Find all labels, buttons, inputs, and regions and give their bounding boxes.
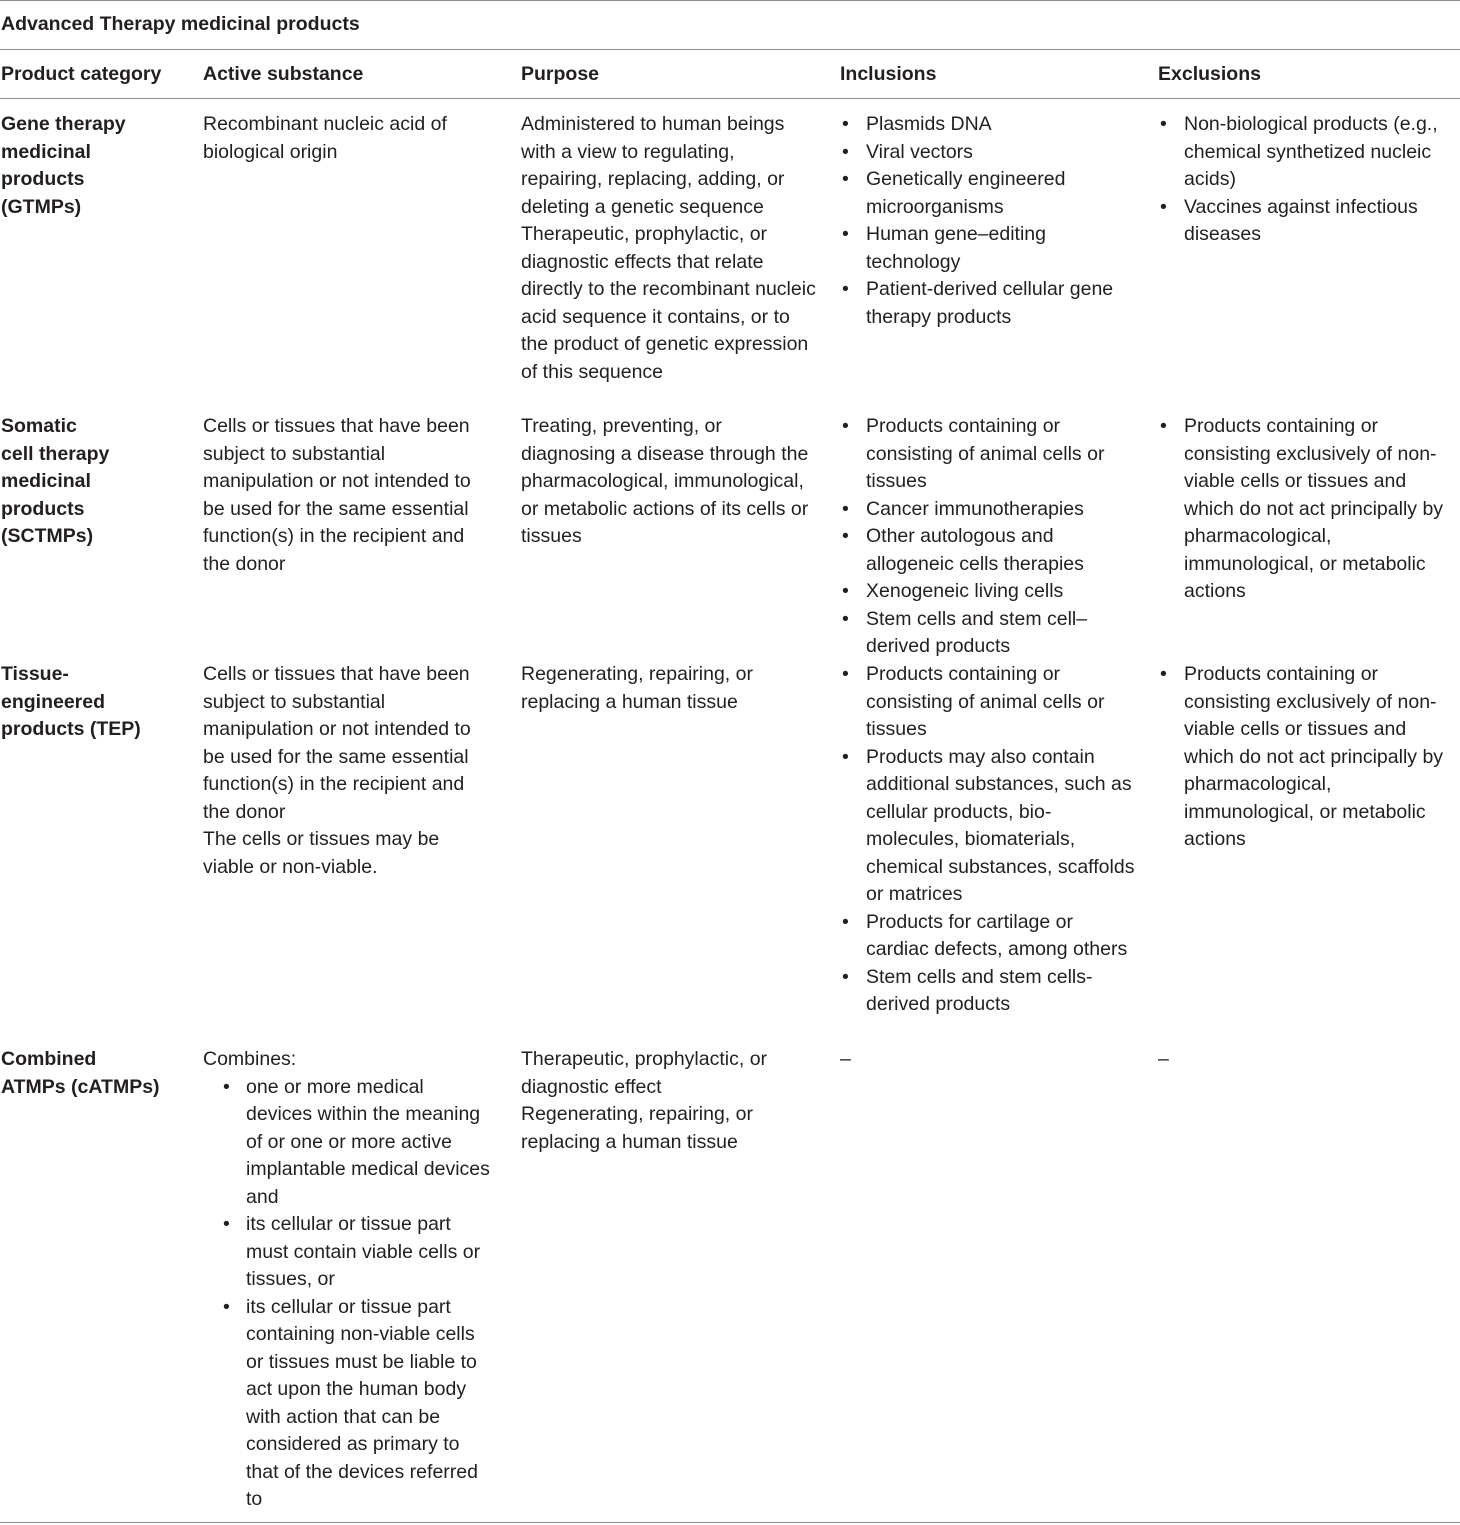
category-line: engineered xyxy=(1,690,106,713)
table-row-gtmp-exclusions xyxy=(1158,111,1454,249)
table-row-sctmp-active-substance xyxy=(203,413,493,578)
table-row-gtmp-purpose xyxy=(521,111,819,386)
inclusion-item: • Stem cells and stem cell–derived products xyxy=(840,606,1140,661)
inclusion-item: • Patient-derived cellular gene therapy products xyxy=(840,276,1140,331)
purpose-text: Therapeutic, prophylactic, or diagnostic effect xyxy=(521,1048,768,1098)
table-row-gtmp-category xyxy=(1,111,191,221)
category-line: products xyxy=(1,168,85,190)
table-row-catmp-inclusions xyxy=(840,1046,1140,1074)
exclusion-item: • Products containing or consisting exclusively of non-viable cells or tissues and which do not act principally by pharmacological, immunological, or metabolic actions xyxy=(1158,661,1456,854)
table-top-rule xyxy=(0,0,1460,1)
table-row-tep-active-substance xyxy=(203,661,493,881)
header-inclusions: Inclusions xyxy=(840,63,937,85)
purpose-text: Regenerating, repairing, or replacing a human tissue xyxy=(521,1103,753,1153)
table-row-catmp-exclusions xyxy=(1158,1046,1456,1074)
table-row-sctmp-purpose xyxy=(521,413,819,551)
active-substance-item: • one or more medical devices within the meaning of or one or more active implantable medical devices and xyxy=(203,1074,493,1212)
table-row-tep-purpose xyxy=(521,661,819,716)
active-substance-text: Combines: xyxy=(203,1048,297,1070)
table-row-gtmp-active-substance xyxy=(203,111,493,166)
table-row-tep-category xyxy=(1,661,191,744)
table-row-tep-exclusions xyxy=(1158,661,1456,854)
table-row-tep-inclusions xyxy=(840,661,1140,1019)
title-rule xyxy=(0,49,1460,50)
exclusion-item: • Non-biological products (e.g., chemical synthetized nucleic acids) xyxy=(1158,111,1454,194)
category-line: ATMPs (cATMPs) xyxy=(1,1075,160,1098)
table-row-sctmp-category xyxy=(1,413,191,551)
table-row-catmp-active-substance xyxy=(203,1046,493,1514)
active-substance-item: • its cellular or tissue part must contain viable cells or tissues, or xyxy=(203,1211,493,1294)
purpose-text: Therapeutic, prophylactic, or diagnostic effects that relate directly to the recombinant nucleic acid sequence it contains, or to the product of genetic expression of this sequence xyxy=(521,223,816,383)
category-line: (GTMPs) xyxy=(1,195,82,218)
inclusion-item: • Stem cells and stem cells-derived products xyxy=(840,964,1140,1019)
inclusion-item: • Human gene–editing technology xyxy=(840,221,1140,276)
header-active-substance: Active substance xyxy=(203,63,364,85)
inclusion-item: • Xenogeneic living cells xyxy=(840,578,1140,606)
active-substance-item: • its cellular or tissue part containing non-viable cells or tissues must be liable to act upon the human body with action that can be considered as primary to that of the devices referred to xyxy=(203,1294,493,1514)
header-purpose: Purpose xyxy=(521,63,600,85)
active-substance-text: Cells or tissues that have been subject to substantial manipulation or not intended to be used for the same essential function(s) in the recipient and the donor xyxy=(203,663,471,823)
purpose-text: Regenerating, repairing, or replacing a human tissue xyxy=(521,663,753,713)
inclusion-item: • Products containing or consisting of animal cells or tissues xyxy=(840,661,1140,744)
category-line: Gene therapy xyxy=(1,113,126,135)
inclusion-item: • Cancer immunotherapies xyxy=(840,496,1140,524)
category-line: cell therapy xyxy=(1,442,110,465)
table-title: Advanced Therapy medicinal products xyxy=(1,13,360,35)
category-line: (SCTMPs) xyxy=(1,525,94,547)
inclusion-item: • Genetically engineered microorganisms xyxy=(840,166,1140,221)
table-bottom-rule xyxy=(0,1522,1460,1523)
table-row-sctmp-exclusions xyxy=(1158,413,1456,606)
category-line: medicinal xyxy=(1,470,91,492)
category-line: Tissue- xyxy=(1,663,69,685)
inclusion-item: • Plasmids DNA xyxy=(840,111,1140,139)
exclusion-item: • Vaccines against infectious diseases xyxy=(1158,194,1454,249)
table-row-gtmp-inclusions xyxy=(840,111,1140,331)
inclusion-item: • Products for cartilage or cardiac defects, among others xyxy=(840,909,1140,964)
header-product-category: Product category xyxy=(1,63,162,85)
category-line: medicinal xyxy=(1,140,91,163)
table-row-catmp-purpose xyxy=(521,1046,819,1156)
purpose-text: Treating, preventing, or diagnosing a disease through the pharmacological, immunological, or metabolic actions of its cells or tissues xyxy=(521,415,809,547)
inclusion-item: • Viral vectors xyxy=(840,139,1140,167)
category-line: products (TEP) xyxy=(1,718,141,740)
table-row-sctmp-inclusions xyxy=(840,413,1140,661)
table-row-catmp-category xyxy=(1,1046,191,1101)
active-substance-text: The cells or tissues may be viable or non-viable. xyxy=(203,828,440,878)
category-line: products xyxy=(1,497,85,520)
header-exclusions: Exclusions xyxy=(1158,63,1261,85)
inclusion-dash: – xyxy=(840,1048,851,1070)
exclusion-dash: – xyxy=(1158,1048,1169,1070)
exclusion-item: • Products containing or consisting exclusively of non-viable cells or tissues and which do not act principally by pharmacological, immunological, or metabolic actions xyxy=(1158,413,1456,606)
category-line: Combined xyxy=(1,1048,97,1070)
inclusion-item: • Products may also contain additional substances, such as cellular products, bio-molecules, biomaterials, chemical substances, scaffolds or matrices xyxy=(840,744,1140,909)
header-rule xyxy=(0,98,1460,99)
purpose-text: Administered to human beings with a view to regulating, repairing, replacing, adding, or deleting a genetic sequence xyxy=(521,113,785,218)
active-substance-text: Recombinant nucleic acid of biological origin xyxy=(203,113,447,163)
inclusion-item: • Other autologous and allogeneic cells therapies xyxy=(840,523,1140,578)
inclusion-item: • Products containing or consisting of animal cells or tissues xyxy=(840,413,1140,496)
category-line: Somatic xyxy=(1,415,77,437)
active-substance-text: Cells or tissues that have been subject to substantial manipulation or not intended to be used for the same essential function(s) in the recipient and the donor xyxy=(203,415,471,575)
